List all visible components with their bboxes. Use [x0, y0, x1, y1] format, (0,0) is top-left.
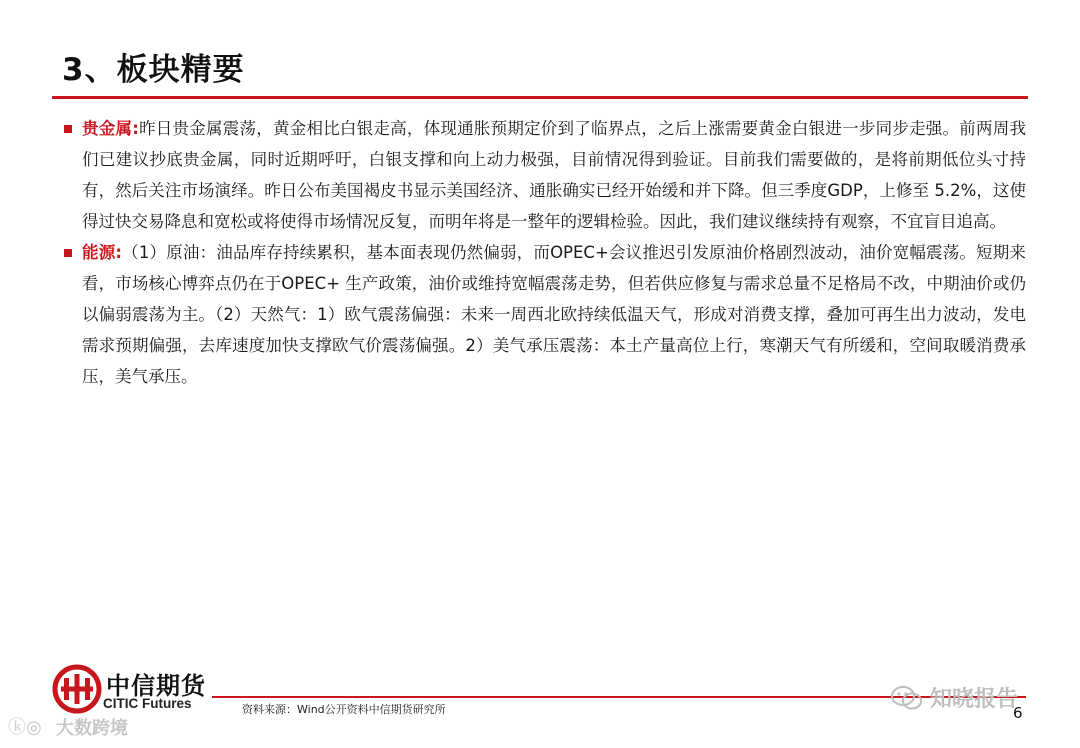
- brand-mark-icon: [8, 715, 52, 739]
- brand-name-en: CITIC Futures: [103, 696, 192, 711]
- section-label: 能源:: [82, 243, 122, 262]
- section-text: 昨日贵金属震荡，黄金相比白银走高，体现通胀预期定价到了临界点，之后上涨需要黄金白银进一步同步走强。前两周我们已建议抄底贵金属，同时近期呼吁，白银支撑和向上动力极强，目前情况得到验证。目前我们需要做的，是将前期低位头寸持有，然后关注市场演绎。昨日公布美国褐皮书显示美国经济、通胀确实已经开始缓和并下降。但三季度GDP，上修至 5.2%，这使得过快交易降息和宽松或将使得市场情况反复，而明年将是一整年的逻辑检验。因此，我们建议继续持有观察，不宜盲目追高。: [82, 119, 1027, 231]
- title-divider: [52, 96, 1028, 99]
- page-title: 3、板块精要: [62, 52, 245, 88]
- bullet-square-icon: [64, 125, 72, 133]
- section-precious-metals: [64, 113, 1026, 237]
- section-text: （1）原油：油品库存持续累积，基本面表现仍然偏弱，而OPEC+会议推迟引发原油价格剧烈波动，油价宽幅震荡。短期来看，市场核心博弈点仍在于OPEC+ 生产政策，油价或维持宽幅震荡走势，但若供应修复与需求总量不足格局不改，中期油价或仍以偏弱震荡为主。（2）天然气：1）欧气震荡偏强：未来一周西北欧持续低温天气，形成对消费支撑，叠加可再生出力波动，发电需求预期偏强，去库速度加快支撑欧气价震荡偏强。2）美气承压震荡：本土产量高位上行，寒潮天气有所缓和，空间取暖消费承压，美气承压。: [82, 243, 1026, 386]
- wechat-icon: [890, 685, 924, 711]
- content-body: [64, 113, 1026, 392]
- watermark-right-text: 知晓报告: [930, 687, 1019, 712]
- section-label: 贵金属:: [82, 119, 139, 138]
- watermark-left: [8, 714, 128, 740]
- svg-text:ⓚ◎: ⓚ◎: [8, 717, 42, 738]
- bullet-square-icon: [64, 249, 72, 257]
- watermark-left-text: 大数跨境: [56, 718, 128, 739]
- source-note: 资料来源：Wind公开资料中信期货研究所: [242, 703, 446, 716]
- brand-name-cn: 中信期货: [106, 672, 206, 700]
- section-energy: [64, 237, 1026, 392]
- citic-logo-icon: [52, 664, 102, 714]
- watermark-right: [890, 682, 1018, 713]
- page-number: 6: [1013, 704, 1023, 722]
